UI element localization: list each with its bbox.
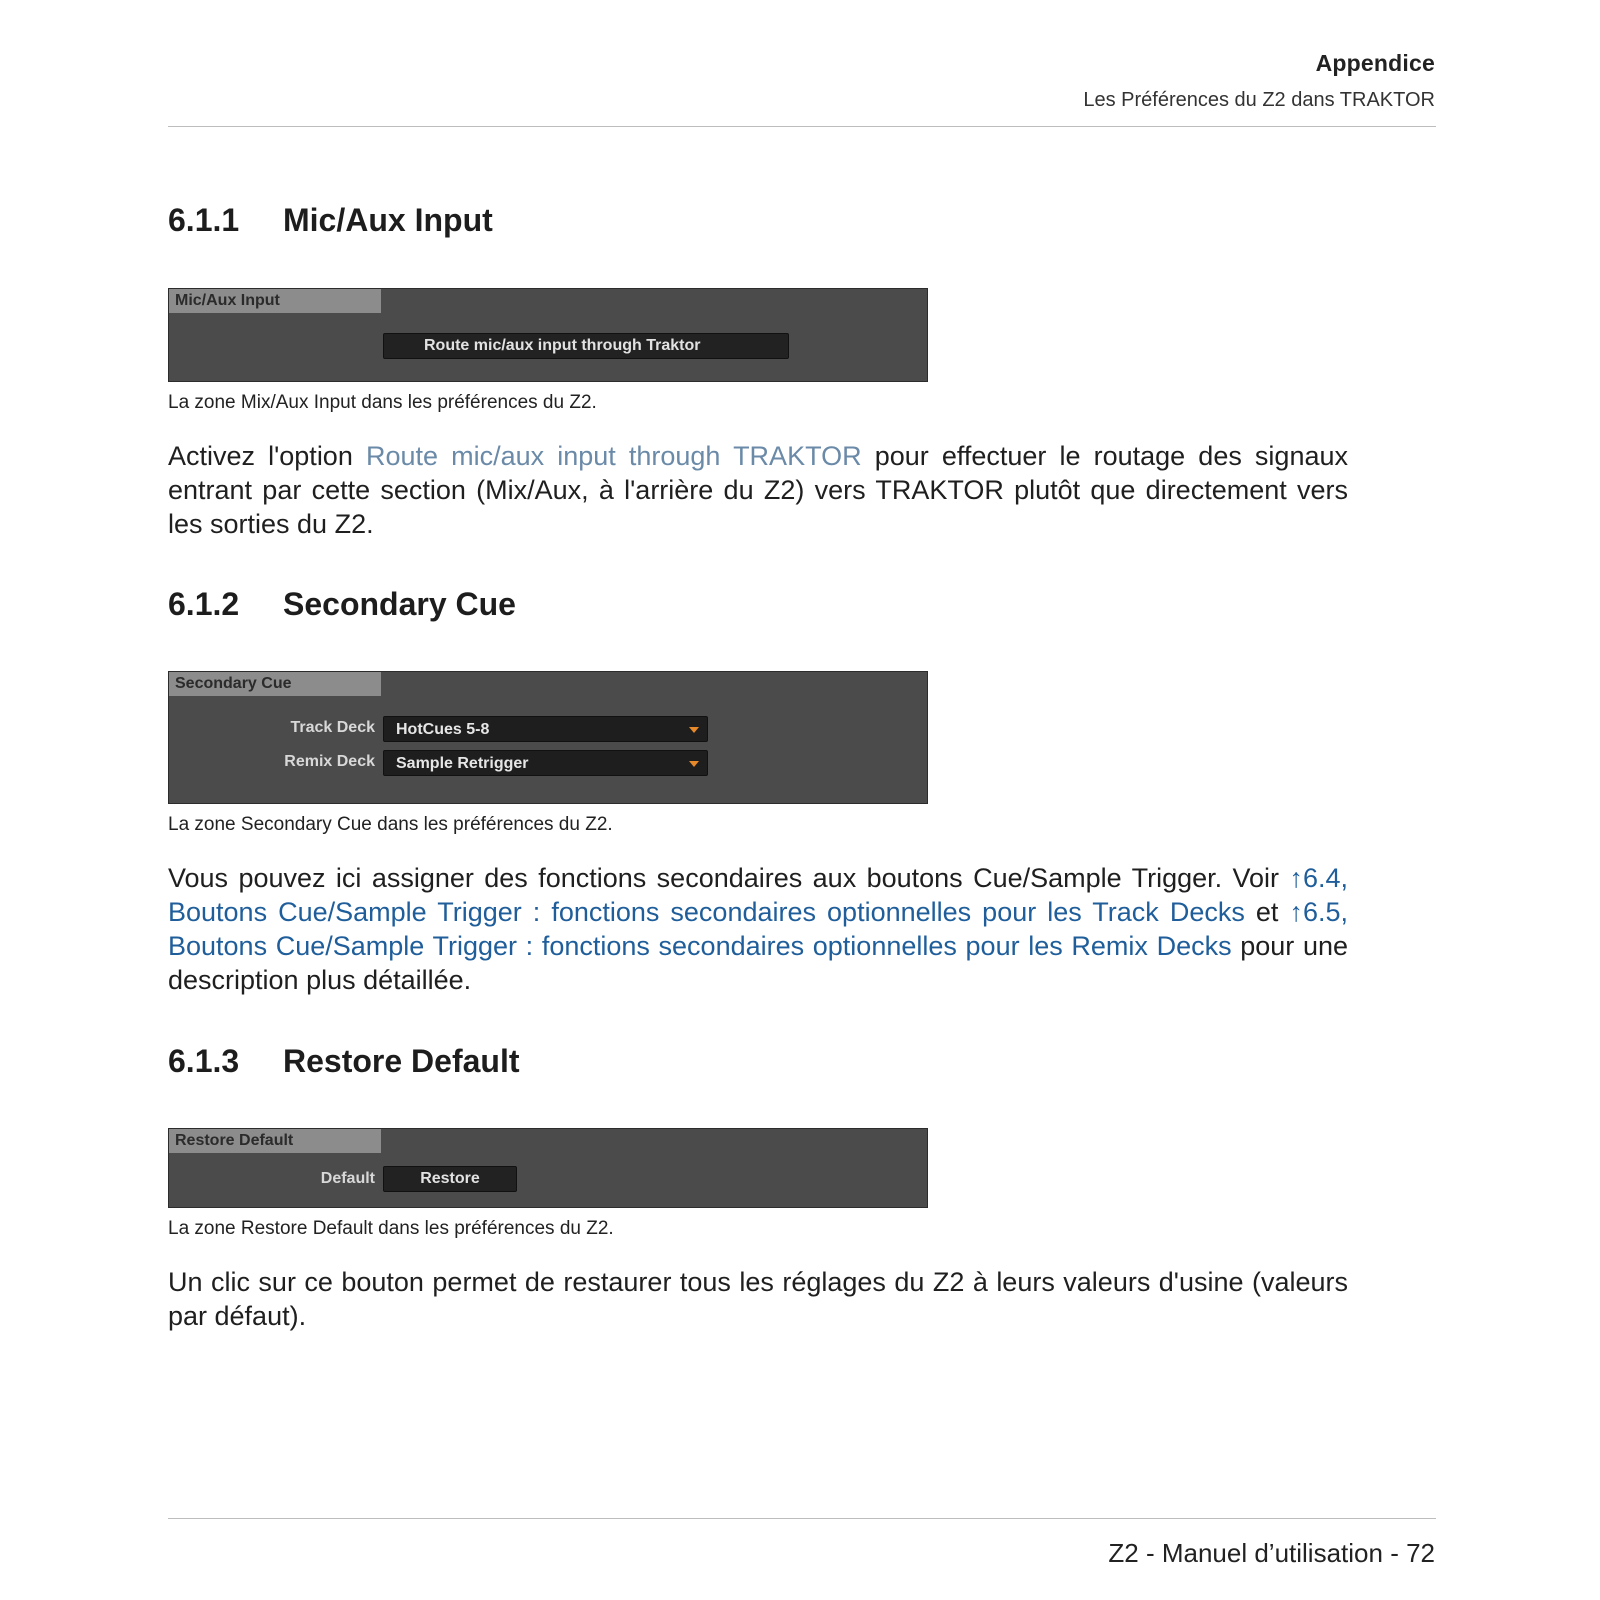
page-footer: Z2 - Manuel d’utilisation - 72: [1108, 1538, 1435, 1568]
body-paragraph: [168, 1265, 1348, 1333]
cross-reference-link-6-5[interactable]: ↑6.5, Boutons Cue/Sample Trigger : fonctions secondaires optionnelles pour les Remix Decks: [168, 897, 1348, 961]
select-value: HotCues 5-8: [396, 721, 490, 738]
restore-button[interactable]: [383, 1166, 517, 1192]
paragraph-text: pour une description plus détaillée.: [168, 931, 1348, 995]
figure-caption: La zone Mix/Aux Input dans les préférences du Z2.: [168, 392, 597, 413]
section-number: 6.1.2: [168, 586, 240, 622]
track-deck-select[interactable]: [383, 716, 708, 742]
chevron-down-icon: [689, 761, 699, 767]
figure-caption: La zone Secondary Cue dans les préférences du Z2.: [168, 814, 613, 835]
mic-aux-input-panel: [168, 288, 928, 382]
cross-reference-link-6-4[interactable]: ↑6.4, Boutons Cue/Sample Trigger : fonctions secondaires optionnelles pour les Track Decks: [168, 863, 1348, 927]
panel-label: Mic/Aux Input: [169, 289, 381, 313]
select-value: Sample Retrigger: [396, 755, 529, 772]
section-heading-secondary-cue: [168, 586, 516, 623]
section-title: Secondary Cue: [283, 586, 516, 622]
panel-label: Secondary Cue: [169, 672, 381, 696]
route-mic-aux-toggle[interactable]: [383, 333, 789, 359]
section-heading-mic-aux: [168, 202, 493, 239]
paragraph-text: Activez l'option: [168, 441, 366, 471]
figure-caption: La zone Restore Default dans les préférences du Z2.: [168, 1218, 614, 1239]
paragraph-text: pour effectuer le routage des signaux entrant par cette section (Mix/Aux, à l'arrière du Z2) vers TRAKTOR plutôt que directement vers les sorties du Z2.: [168, 441, 1348, 539]
default-label: Default: [320, 1170, 375, 1187]
paragraph-text: Un clic sur ce bouton permet de restaurer tous les réglages du Z2 à leurs valeurs d'usine (valeurs par défaut).: [168, 1267, 1348, 1331]
running-header: [1083, 50, 1435, 112]
body-paragraph: [168, 439, 1348, 541]
remix-deck-select[interactable]: [383, 750, 708, 776]
section-heading-restore-default: [168, 1043, 520, 1080]
paragraph-text: Vous pouvez ici assigner des fonctions secondaires aux boutons Cue/Sample Trigger. Voir: [168, 863, 1290, 893]
header-subtitle: Les Préférences du Z2 dans TRAKTOR: [1083, 89, 1435, 111]
header-divider: [168, 126, 1436, 127]
remix-deck-label: Remix Deck: [284, 753, 375, 770]
panel-label: Restore Default: [169, 1129, 381, 1153]
section-number: 6.1.1: [168, 202, 240, 238]
chevron-down-icon: [689, 727, 699, 733]
header-title: Appendice: [1315, 50, 1435, 76]
toggle-label: Route mic/aux input through Traktor: [424, 337, 701, 354]
section-number: 6.1.3: [168, 1043, 240, 1079]
secondary-cue-panel: [168, 671, 928, 804]
section-title: Mic/Aux Input: [283, 202, 493, 238]
footer-divider: [168, 1518, 1436, 1519]
track-deck-label: Track Deck: [290, 719, 375, 736]
restore-button-label: Restore: [420, 1170, 480, 1187]
restore-default-panel: [168, 1128, 928, 1208]
option-reference: Route mic/aux input through TRAKTOR: [365, 441, 862, 471]
paragraph-text: et: [1244, 897, 1290, 927]
section-title: Restore Default: [283, 1043, 520, 1079]
body-paragraph: [168, 861, 1348, 997]
